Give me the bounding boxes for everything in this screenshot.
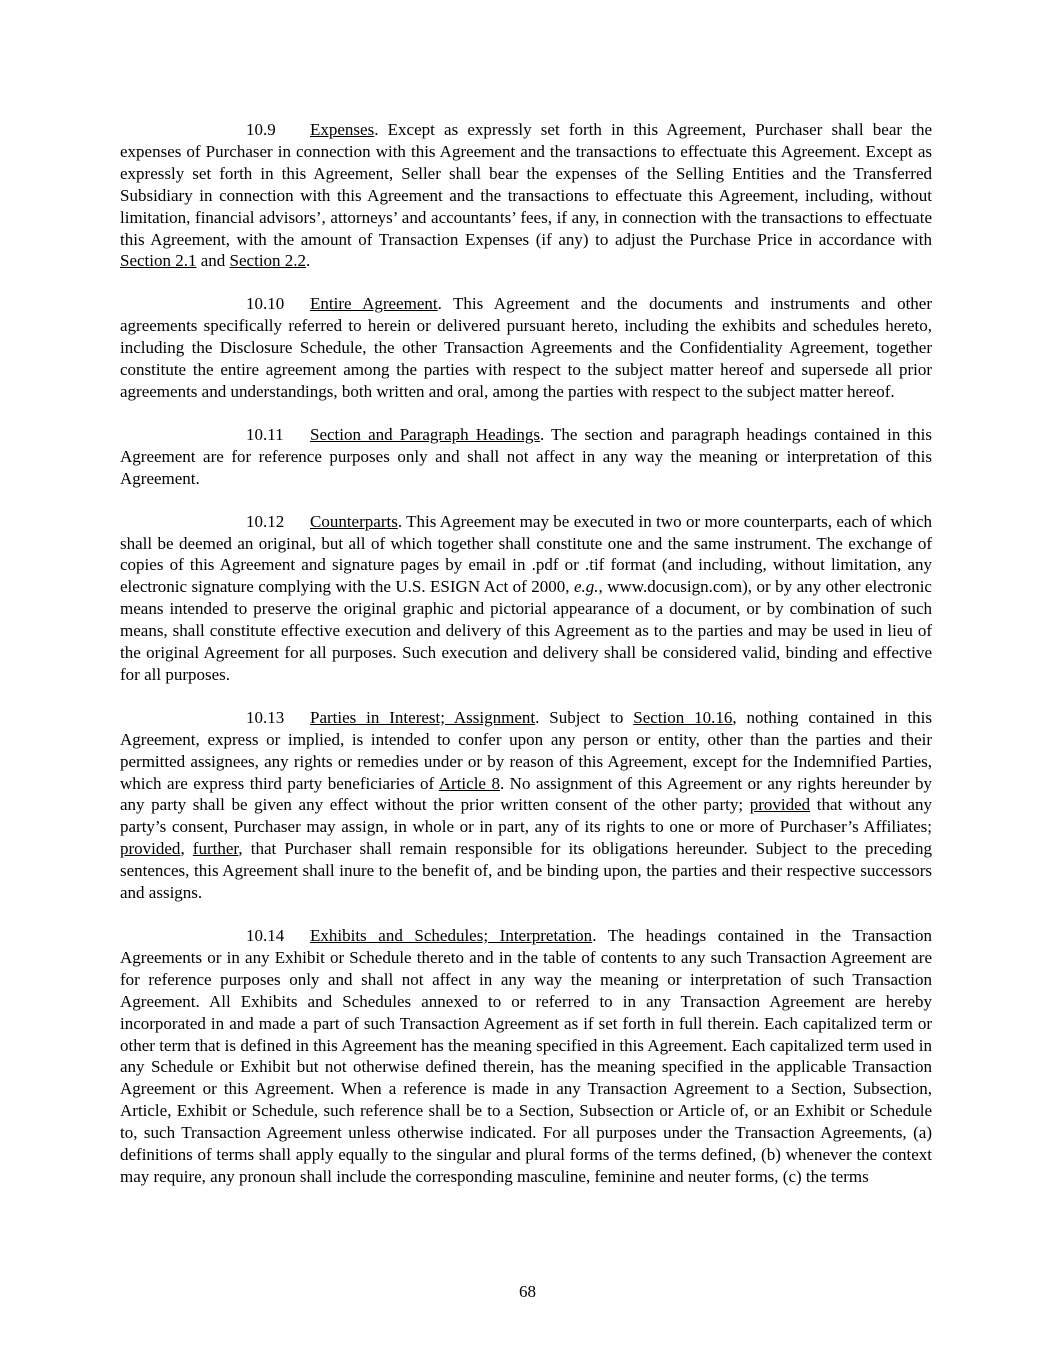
section-heading: Entire Agreement — [310, 294, 438, 314]
latin-abbreviation: e.g. — [573, 577, 599, 597]
section-heading: Parties in Interest; Assignment — [310, 707, 536, 727]
document-body — [120, 119, 932, 1209]
section-number: 10.10 — [246, 294, 285, 314]
body-text: . This Agreement may be executed in two or more counterparts, each of which shall be deemed an original, but all of which together shall constitute one and the same instrument. The exchange of copies of this Agreement and signature pages by email in .pdf or .tif format (and including, without limitation, any electronic signature complying with the U.S. ESIGN Act of 2000, — [120, 511, 932, 597]
cross-reference: further — [192, 839, 239, 859]
body-text: , www.docusign.com), or by any other electronic means intended to preserve the original graphic and pictorial appearance of a document, or by combination of such means, shall constitute effective execution and delivery of this Agreement as to the parties and may be used in lieu of the original Agreement for all purposes. Such execution and delivery shall be considered valid, binding and effective for all purposes. — [120, 577, 932, 684]
section-number: 10.13 — [246, 707, 285, 727]
section-number: 10.9 — [246, 120, 276, 139]
section-number: 10.14 — [246, 926, 285, 945]
cross-reference: provided — [120, 839, 181, 859]
page-number: 68 — [519, 1282, 536, 1301]
body-text: . This Agreement and the documents and instruments and other agreements specifically referred to herein or delivered pursuant hereto, including the exhibits and schedules hereto, including the Disclosure Schedule, the other Transaction Agreements and the Confidentiality Agreement, together constitute the entire agreement among the parties with respect to the subject matter hereof and supersede all prior agreements and understandings, both written and oral, among the parties with respect to the subject matter hereof. — [120, 294, 932, 401]
section-paragraph-10.14 — [120, 925, 932, 1188]
body-text: . Subject to — [535, 707, 634, 727]
body-text: , nothing contained in this Agreement, express or implied, is intended to confer upon any person or entity, other than the parties and their permitted assignees, any rights or remedies under or by reason of this Agreement, except for the Indemnified Parties, which are express third party beneficiaries of — [120, 707, 933, 793]
cross-reference: Section 2.2 — [229, 251, 307, 271]
body-text: and — [196, 251, 230, 271]
section-paragraph-10.9 — [120, 119, 932, 272]
section-paragraph-10.12 — [120, 511, 932, 686]
section-heading: Counterparts — [310, 511, 398, 531]
body-text: , — [180, 839, 193, 859]
body-text: , that Purchaser shall remain responsible for its obligations hereunder. Subject to the preceding sentences, this Agreement shall inure to the benefit of, and be binding upon, the parties and their respective successors and assigns. — [120, 839, 933, 903]
section-heading: Exhibits and Schedules; Interpretation — [310, 926, 593, 945]
body-text: . Except as expressly set forth in this Agreement, Purchaser shall bear the expenses of Purchaser in connection with this Agreement and the transactions to effectuate this Agreement. Except as expressly set forth in this Agreement, Seller shall bear the expenses of the Selling Entities and the Transferred Subsidiary in connection with this Agreement and the transactions to effectuate this Agreement, including, without limitation, financial advisors’, attorneys’ and accountants’ fees, if any, in connection with the transactions to effectuate this Agreement, with the amount of Transaction Expenses (if any) to adjust the Purchase Price in accordance with — [120, 120, 932, 249]
section-paragraph-10.13 — [120, 707, 932, 904]
section-paragraph-10.10 — [120, 293, 932, 403]
section-heading: Section and Paragraph Headings — [310, 424, 540, 444]
body-text: . No assignment of this Agreement or any rights hereunder by any party shall be given any effect without the prior written consent of the other party; — [120, 773, 932, 815]
cross-reference: Section 10.16 — [633, 707, 733, 727]
body-text: that without any party’s consent, Purchaser may assign, in whole or in part, any of its rights to one or more of Purchaser’s Affiliates; — [120, 795, 933, 837]
cross-reference: Article 8 — [438, 773, 500, 793]
cross-reference: provided — [749, 795, 811, 815]
section-paragraph-10.11 — [120, 424, 932, 490]
section-number: 10.12 — [246, 511, 285, 531]
section-number: 10.11 — [246, 424, 284, 444]
cross-reference: Section 2.1 — [120, 251, 197, 271]
body-text: . The section and paragraph headings contained in this Agreement are for reference purposes only and shall not affect in any way the meaning or interpretation of this Agreement. — [120, 424, 932, 488]
body-text: . The headings contained in the Transaction Agreements or in any Exhibit or Schedule thereto and in the table of contents to any such Transaction Agreement are for reference purposes only and shall not affect in any way the meaning or interpretation of such Transaction Agreement. All Exhibits and Schedules annexed to or referred to in any Transaction Agreement are hereby incorporated in and made a part of such Transaction Agreement as if set forth in full therein. Each capitalized term or other term that is defined in this Agreement has the meaning specified in this Agreement. Each capitalized term used in any Schedule or Exhibit but not otherwise defined therein, has the meaning specified in the applicable Transaction Agreement or this Agreement. When a reference is made in any Transaction Agreement to a Section, Subsection, Article, Exhibit or Schedule, such reference shall be to a Section, Subsection or Article of, or an Exhibit or Schedule to, such Transaction Agreement unless otherwise indicated. For all purposes under the Transaction Agreements, (a) definitions of terms shall apply equally to the singular and plural forms of the terms defined, (b) whenever the context may require, any pronoun shall include the corresponding masculine, feminine and neuter forms, (c) the terms — [120, 926, 932, 1186]
section-heading: Expenses — [310, 120, 375, 139]
body-text: . — [306, 251, 311, 271]
